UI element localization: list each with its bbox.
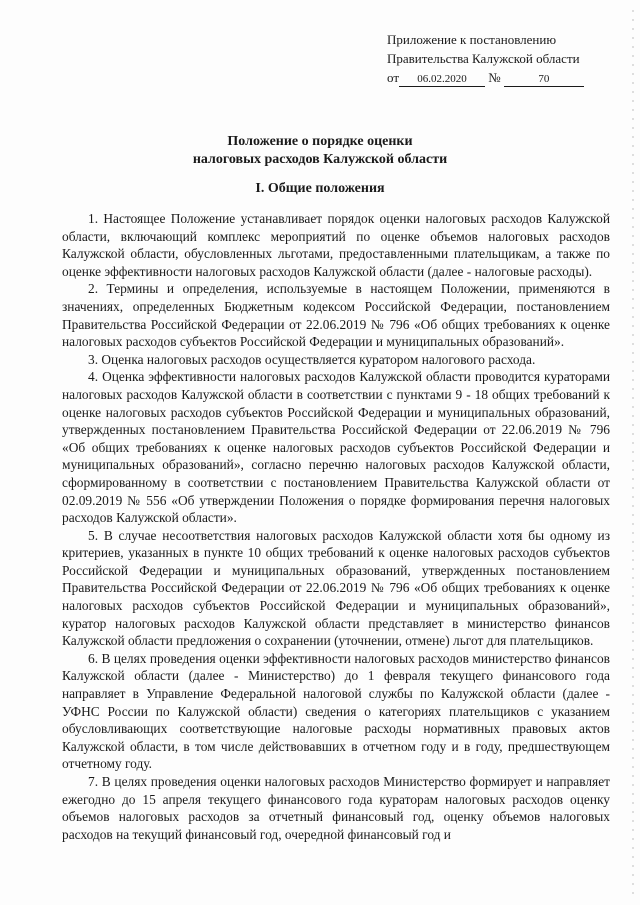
title-line-1: Положение о порядке оценки [227,134,413,149]
number-label: № [488,70,501,85]
paragraph-4: 4. Оценка эффективности налоговых расходов Калужской области проводится кураторами налоговых расходов Калужской области в соответствии с пунктами 9 - 18 общих требований к оценке налоговых расходов субъектов Российской Федерации и муниципальных образований, утвержденных постановлением Правительства Российской Федерации от 22.06.2019 № 796 «Об общих требованиях к оценке налоговых расходов субъектов Российской Федерации и муниципальных образований», согласно перечню налоговых расходов Калужской области, сформированному в соответствии с постановлением Правительства Калужской области от 02.09.2019 № 556 «Об утверждении Положения о порядке формирования перечня налоговых расходов Калужской области». [62,369,610,526]
approval-line-1: Приложение к постановлению [387,32,557,47]
section-heading: I. Общие положения [255,181,385,196]
title-line-2: налоговых расходов Калужской области [192,152,448,167]
paragraph-7: 7. В целях проведения оценки налоговых расходов Министерство формирует и направляет ежегодно до 15 апреля текущего финансового года кураторам налоговых расходов оценку объемов налоговых расходов за отчетный финансовый год, оценку объемов налоговых расходов на текущий финансовый год, очередной финансовый год и [62,774,610,842]
date-label: от [387,70,400,85]
paragraph-5: 5. В случае несоответствия налоговых расходов Калужской области хотя бы одному из критериев, указанных в пункте 10 общих требований к оценке налоговых расходов субъектов Российской Федерации и муниципальных образований, утвержденных постановлением Правительства Российской Федерации от 22.06.2019 № 796 «Об общих требованиях к оценке налоговых расходов субъектов Российской Федерации и муниципальных образований», куратор налоговых расходов Калужской области представляет в министерство финансов Калужской области предложения о сохранении (уточнении, отмене) льгот для плательщиков. [62,527,610,649]
paragraph-6: 6. В целях проведения оценки эффективности налоговых расходов министерство финансов Калужской области (далее - Министерство) до 1 февраля текущего финансового года направляет в Управление Федеральной налоговой службы по Калужской области (далее - УФНС России по Калужской области) сведения о категориях плательщиков с указанием обусловливающих соответствующие налоговые расходы нормативных правовых актов Калужской области, в том числе действовавших в отчетном году и в году, предшествующем отчетному году. [62,650,610,772]
approval-line-2: Правительства Калужской области [387,51,580,66]
approval-date-line [387,68,607,87]
document-title [0,133,640,169]
paragraph-3: 3. Оценка налоговых расходов осуществляется куратором налогового расхода. [88,351,536,367]
approval-number: 70 [504,72,584,87]
paragraph-1: 1. Настоящее Положение устанавливает порядок оценки налоговых расходов Калужской области, включающий комплекс мероприятий по оценке объемов налоговых расходов Калужской области, обусловленных льготами, предоставленными плательщикам, а также по оценке эффективности налоговых расходов Калужской области (далее - налоговые расходы). [62,211,610,279]
approval-date: 06.02.2020 [399,72,485,87]
paragraph-2: 2. Термины и определения, используемые в настоящем Положении, применяются в значениях, определенных Бюджетным кодексом Российской Федерации, постановлением Правительства Российской Федерации от 22.06.2019 № 796 «Об общих требованиях к оценке налоговых расходов субъектов Российской Федерации и муниципальных образований». [62,281,610,350]
document-body [62,210,610,843]
approval-stamp-block [387,30,607,87]
